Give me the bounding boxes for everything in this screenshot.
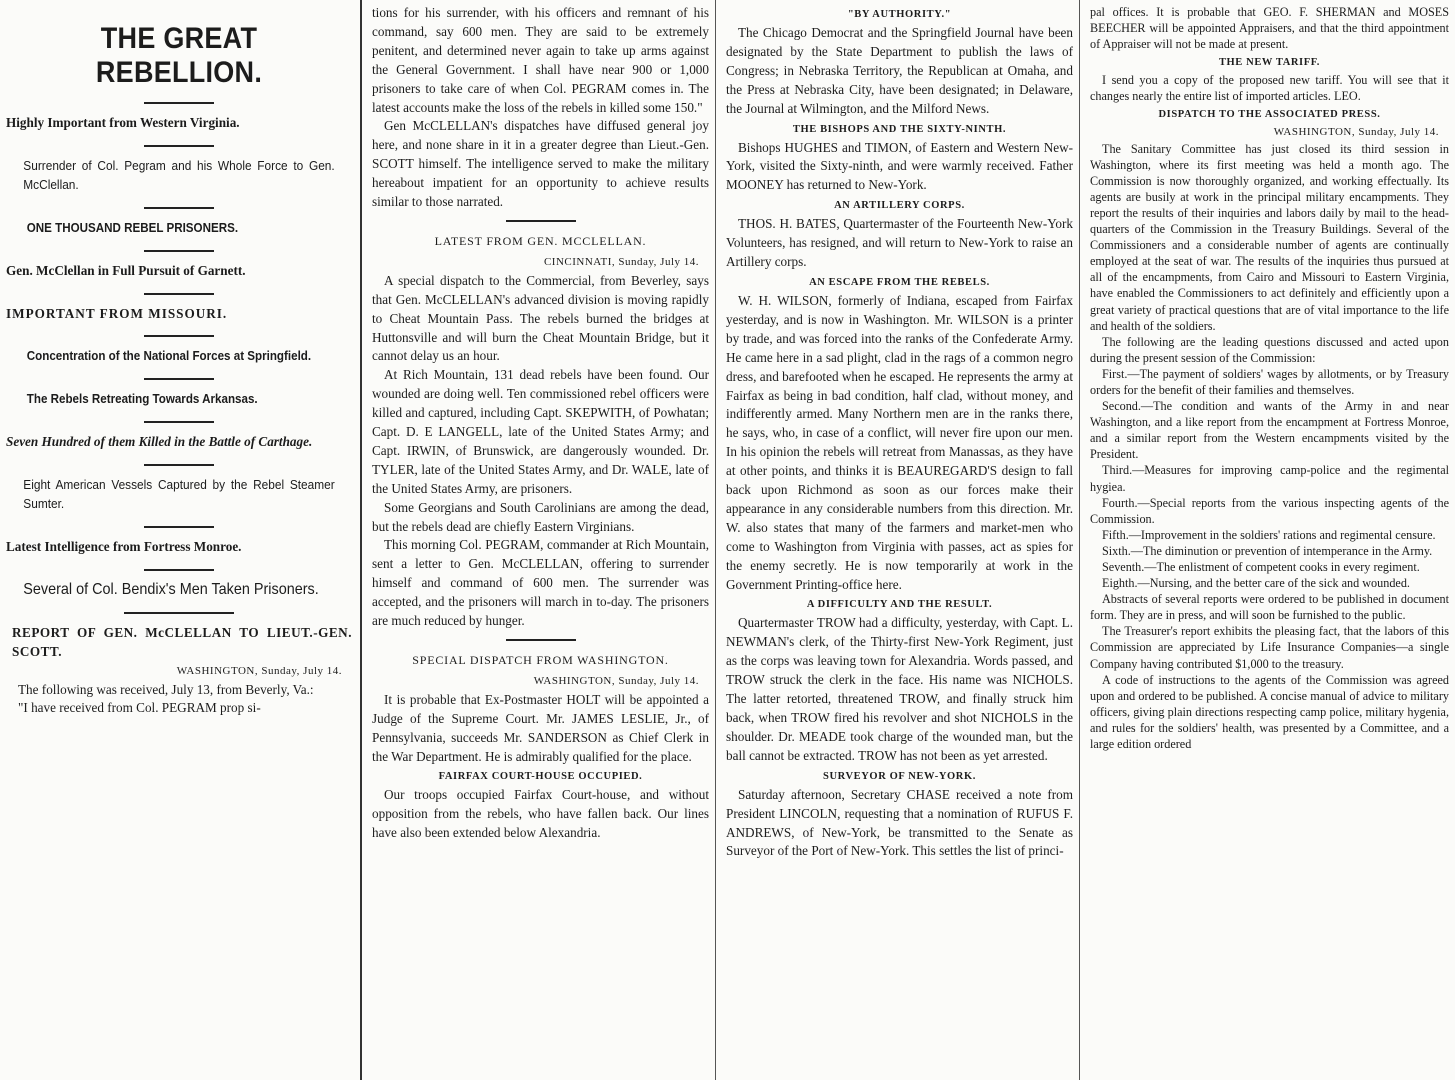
paragraph: The Treasurer's report exhibits the pleasing fact, that the labors of this Commission are appreciated by Life Insurance Companies—a single Company having contributed $1,000 to the treasury.: [1090, 624, 1449, 671]
list-item: Second.—The condition and wants of the Army in and near Washington, and a like report from the encampment at Fortress Monroe, and a similar report from the Western encampments visited by the President.: [1090, 399, 1449, 462]
section-heading: REPORT OF GEN. McCLELLAN TO LIEUT.-GEN. SCOTT.: [12, 624, 352, 659]
paragraph: The following was received, July 13, from Beverly, Va.:: [18, 681, 314, 697]
paragraph: A code of instructions to the agents of the Commission was agreed upon and ordered to be published. A concise manual of advice to military officers, giving plain directions respecting camp police, military hygenia, and rules for the soldiers' health, was presented by a Committee, and a large edition ordered: [1090, 672, 1449, 752]
section-heading: DISPATCH TO THE ASSOCIATED PRESS.: [1158, 109, 1381, 121]
paragraph: "I have received from Col. PEGRAM prop si-: [18, 700, 261, 716]
paragraph: The Sanitary Committee has just closed its third session in Washington, where its first meeting was held a month ago. The Commission is now thoroughly organized, and working effectually. Its agents are busily at work in the principal military encampments. They report the results of their inquiries and labors daily by mail to the head-quarters of the Commission in the Treasury Buildings. Several of the Commissioners and a considerable number of agents are continually employed at the seat of war. The results of the inquiries thus pursued at all of the encampments, from Cairo and Missouri to Eastern Virginia, have enabled the Commissioners to act definitely and efficiently upon a great variety of practical questions that are of vital importance to the life and health of the soldiers.: [1090, 141, 1449, 333]
headline: The Rebels Retreating Towards Arkansas.: [26, 391, 258, 407]
headline: Highly Important from Western Virginia.: [6, 115, 240, 130]
list-item: Third.—Measures for improving camp-police and the regimental hygiea.: [1090, 463, 1449, 494]
divider: [144, 207, 214, 209]
paragraph: Saturday afternoon, Secretary CHASE received a note from President LINCOLN, requesting that a nomination of RUFUS F. ANDREWS, of New-York, be transmitted to the Senate as Surveyor of the Port of New-York. This settles the list of princi-: [726, 786, 1073, 859]
page-title: THE GREAT REBELLION.: [95, 22, 263, 89]
section-heading: "BY AUTHORITY.": [847, 9, 952, 20]
paragraph: Quartermaster TROW had a difficulty, yesterday, with Capt. L. NEWMAN's clerk, of the Thirty-first New-York Regiment, just as the corps was leaving town for Alexandria. Words passed, and TROW struck the clerk in the face. His name was NICHOLS. The latter retorted, threatened TROW, and finally struck him back, when TROW fired his revolver and shot NICHOLS in the shoulder. Dr. MEADE took charge of the wounded man, but the ball cannot be extracted. TROW has not been as yet arrested.: [726, 615, 1073, 763]
divider: [144, 526, 214, 528]
list-item: Fifth.—Improvement in the soldiers' rations and regimental censure.: [1102, 527, 1436, 542]
paragraph: THOS. H. BATES, Quartermaster of the Fourteenth New-York Volunteers, has resigned, and will return to New-York to raise an Artillery corps.: [726, 216, 1073, 270]
divider: [506, 639, 576, 641]
headline: Gen. McClellan in Full Pursuit of Garnett.: [6, 262, 246, 278]
headline-column: [0, 0, 362, 1080]
headline: Several of Col. Bendix's Men Taken Prisoners.: [23, 580, 319, 598]
headline: Eight American Vessels Captured by the Rebel Steamer Sumter.: [23, 477, 335, 512]
list-item: Fourth.—Special reports from the various inspecting agents of the Commission.: [1090, 495, 1449, 526]
dateline: WASHINGTON, Sunday, July 14.: [533, 674, 699, 687]
paragraph: The following are the leading questions discussed and acted upon during the present session of the Commission:: [1090, 334, 1449, 365]
article-column-3: [718, 0, 1080, 1080]
paragraph: Our troops occupied Fairfax Court-house, and without opposition from the rebels, who have fallen back. Our lines have also been extended below Alexandria.: [372, 787, 709, 841]
article-column-2: [364, 0, 716, 1080]
section-heading: THE BISHOPS AND THE SIXTY-NINTH.: [792, 123, 1007, 135]
paragraph: The Chicago Democrat and the Springfield Journal have been designated by the State Department to publish the laws of Congress; in Nebraska Territory, the Republican at Omaha, and the Press at Nebraska City, have been designated; in Delaware, the Journal at Wilmington, and the Milford News.: [726, 25, 1073, 116]
paragraph: Some Georgians and South Carolinians are among the dead, but the rebels dead are chiefly Eastern Virginians.: [372, 499, 709, 534]
paragraph: Abstracts of several reports were ordered to be published in document form. They are in press, and will soon be furnished to the public.: [1090, 592, 1449, 623]
paragraph: tions for his surrender, with his officers and remnant of his command, say 600 men. They are said to be extremely penitent, and determined never again to take up arms against the General Government. I shall have near 900 or 1,000 prisoners to take care of when Col. PEGRAM comes in. The latest accounts make the loss of the rebels in killed some 150.": [372, 5, 709, 115]
divider: [144, 293, 214, 295]
divider: [144, 421, 214, 423]
paragraph: At Rich Mountain, 131 dead rebels have been found. Our wounded are doing well. Ten commissioned rebel officers were killed and captured, including Capt. SKEPWITH, of Powhatan; Capt. D. E LANGELL, late of the United States Army; and Capt. IRWIN, of Brunswick, are dangerously wounded. Dr. TYLER, late of the United States Army, and Dr. WALE, late of the United States Army, are prisoners.: [372, 367, 709, 496]
dateline: WASHINGTON, Sunday, July 14.: [176, 664, 342, 677]
headline: Concentration of the National Forces at Springfield.: [26, 348, 312, 364]
section-heading: AN ARTILLERY CORPS.: [834, 200, 965, 212]
divider: [144, 569, 214, 571]
section-heading: THE NEW TARIFF.: [1218, 57, 1321, 69]
divider: [144, 250, 214, 252]
paragraph: Bishops HUGHES and TIMON, of Eastern and Western New-York, visited the Sixty-ninth, and were warmly received. Father MOONEY has returned to New-York.: [726, 139, 1073, 193]
headline: Seven Hundred of them Killed in the Battle of Carthage.: [6, 434, 313, 450]
section-heading: LATEST FROM GEN. MCCLELLAN.: [434, 233, 647, 248]
paragraph: It is probable that Ex-Postmaster HOLT will be appointed a Judge of the Supreme Court. Mr. JAMES LESLIE, Jr., of Pennsylvania, succeeds Mr. SANDERSON as Chief Clerk in the War Department. He is admirably qualified for the place.: [372, 691, 709, 764]
headline: Surrender of Col. Pegram and his Whole Force to Gen. McClellan.: [23, 157, 335, 192]
list-item: Seventh.—The enlistment of competent cooks in every regiment.: [1102, 560, 1420, 574]
divider: [144, 145, 214, 147]
section-heading: AN ESCAPE FROM THE REBELS.: [809, 276, 990, 288]
divider: [124, 612, 234, 614]
headline: ONE THOUSAND REBEL PRISONERS.: [26, 219, 239, 235]
divider: [506, 220, 576, 222]
article-column-4: [1082, 0, 1455, 1080]
dateline: CINCINNATI, Sunday, July 14.: [543, 255, 699, 268]
section-heading: FAIRFAX COURT-HOUSE OCCUPIED.: [438, 771, 643, 783]
paragraph: pal offices. It is probable that GEO. F. SHERMAN and MOSES BEECHER will be appointed Appraisers, and that the third appointment of Appraiser will not be made at present.: [1090, 5, 1449, 52]
paragraph: I send you a copy of the proposed new tariff. You will see that it changes nearly the entire list of imported articles. LEO.: [1090, 73, 1449, 104]
list-item: Sixth.—The diminution or prevention of intemperance in the Army.: [1102, 543, 1433, 558]
section-heading: A DIFFICULTY AND THE RESULT.: [806, 599, 993, 611]
section-heading: SPECIAL DISPATCH FROM WASHINGTON.: [412, 653, 669, 667]
divider: [144, 464, 214, 466]
section-heading: SURVEYOR OF NEW-YORK.: [823, 770, 976, 782]
divider: [144, 335, 214, 337]
paragraph: This morning Col. PEGRAM, commander at Rich Mountain, sent a letter to Gen. McCLELLAN, offering to surrender himself and command of 600 men. The surrender was accepted, and the prisoners will march in to-day. The prisoners are much reduced by hunger.: [372, 537, 709, 629]
list-item: First.—The payment of soldiers' wages by allotments, or by Treasury orders for the benefit of their families and themselves.: [1090, 366, 1449, 397]
dateline: WASHINGTON, Sunday, July 14.: [1273, 126, 1439, 139]
paragraph: Gen McCLELLAN's dispatches have diffused general joy here, and none share in it in a greater degree than Lieut.-Gen. SCOTT himself. The intelligence served to make the military hereabout impatient for an opportunity to achieve results similar to those narrated.: [372, 118, 709, 210]
divider: [144, 378, 214, 380]
list-item: Eighth.—Nursing, and the better care of the sick and wounded.: [1102, 576, 1410, 591]
headline: Latest Intelligence from Fortress Monroe.: [6, 538, 242, 554]
paragraph: A special dispatch to the Commercial, from Beverley, says that Gen. McCLELLAN's advanced division is moving rapidly to Cheat Mountain Pass. The rebels burned the bridges at Huttonsville and will burn the Cheat Mountain Bridge, but it cannot delay us an hour.: [372, 272, 709, 364]
divider: [144, 102, 214, 104]
headline: IMPORTANT FROM MISSOURI.: [6, 305, 228, 321]
paragraph: W. H. WILSON, formerly of Indiana, escaped from Fairfax yesterday, and is now in Washington. Mr. WILSON is a printer by trade, and was forced into the ranks of the Confederate Army. He came here in a sad plight, clad in the rags of a common negro dress, and barefooted when he escaped. He represents the army at Fairfax as being in bad condition, half clad, without money, and indifferently armed. Many Northern men are in the ranks there, he says, who, in case of a conflict, will never fire upon our men. In his opinion the rebels will retreat from Manassas, as they have at other points, and thinks it is BEAUREGARD'S design to fall back upon Richmond as soon as our forces make their appearance in any considerable numbers from this direction. Mr. W. also states that many of the farmers and market-men who come to Washington from Virginia with passes, act as spies for the enemy secretly. He is now temporarily at work in the Government Printing-office here.: [726, 292, 1073, 592]
